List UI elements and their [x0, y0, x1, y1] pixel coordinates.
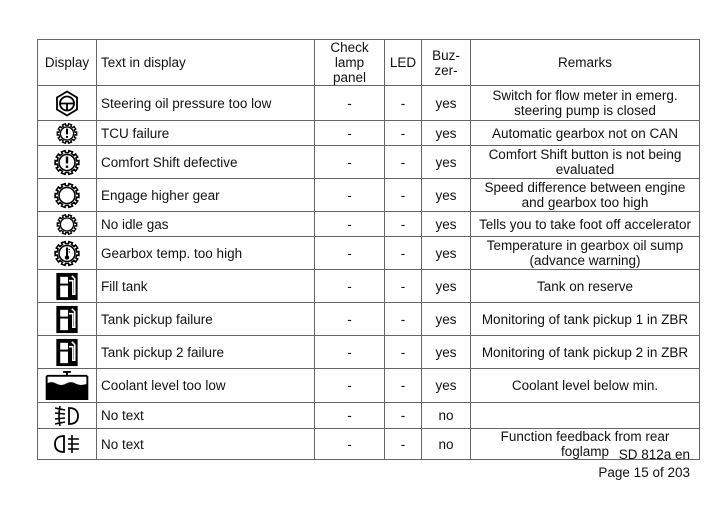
table-row	[38, 212, 700, 237]
row-remark: Function feedback from rear foglamp	[471, 429, 700, 460]
row-buzzer: yes	[422, 336, 471, 369]
row-text: Tank pickup 2 failure	[97, 336, 315, 369]
gear-warning-icon	[38, 121, 97, 146]
row-led: -	[385, 429, 422, 460]
row-text: No text	[97, 429, 315, 460]
row-remark: Temperature in gearbox oil sump (advance warning)	[471, 237, 700, 270]
row-led: -	[385, 121, 422, 146]
row-buzzer: yes	[422, 212, 471, 237]
table-row	[38, 403, 700, 429]
row-buzzer: no	[422, 429, 471, 460]
row-remark	[471, 403, 700, 429]
header-display: Display	[38, 40, 97, 86]
row-check: -	[315, 270, 385, 303]
table-row	[38, 121, 700, 146]
row-buzzer: no	[422, 403, 471, 429]
row-text: Coolant level too low	[97, 369, 315, 403]
fuel-pump-icon	[38, 303, 97, 336]
gear-warning-icon	[38, 146, 97, 179]
row-led: -	[385, 179, 422, 212]
row-check: -	[315, 212, 385, 237]
row-led: -	[385, 303, 422, 336]
table-row	[38, 237, 700, 270]
table-row	[38, 86, 700, 121]
row-led: -	[385, 146, 422, 179]
row-buzzer: yes	[422, 179, 471, 212]
header-remarks: Remarks	[471, 40, 700, 86]
steering-oil-icon	[38, 86, 97, 121]
row-check: -	[315, 369, 385, 403]
row-remark: Monitoring of tank pickup 2 in ZBR	[471, 336, 700, 369]
row-remark: Switch for flow meter in emerg. steering pump is closed	[471, 86, 700, 121]
gear-empty-icon	[38, 212, 97, 237]
row-check: -	[315, 336, 385, 369]
row-remark: Coolant level below min.	[471, 369, 700, 403]
row-text: TCU failure	[97, 121, 315, 146]
table-row	[38, 146, 700, 179]
row-check: -	[315, 86, 385, 121]
fuel-pump-icon	[38, 336, 97, 369]
front-fog-lamp-icon	[38, 403, 97, 429]
coolant-level-icon	[38, 369, 97, 403]
row-text: Engage higher gear	[97, 179, 315, 212]
row-check: -	[315, 237, 385, 270]
row-led: -	[385, 336, 422, 369]
row-text: No text	[97, 403, 315, 429]
table-row	[38, 179, 700, 212]
header-check: Check lamp panel	[315, 40, 385, 86]
table-row	[38, 303, 700, 336]
row-remark: Automatic gearbox not on CAN	[471, 121, 700, 146]
page-number: Page 15 of 203	[598, 465, 690, 480]
row-led: -	[385, 237, 422, 270]
row-remark: Tells you to take foot off accelerator	[471, 212, 700, 237]
warning-table	[37, 39, 700, 460]
row-buzzer: yes	[422, 369, 471, 403]
row-check: -	[315, 403, 385, 429]
row-check: -	[315, 146, 385, 179]
row-remark: Tank on reserve	[471, 270, 700, 303]
row-text: Comfort Shift defective	[97, 146, 315, 179]
row-remark: Speed difference between engine and gearbox too high	[471, 179, 700, 212]
row-led: -	[385, 212, 422, 237]
row-led: -	[385, 369, 422, 403]
fuel-pump-icon	[38, 270, 97, 303]
row-buzzer: yes	[422, 121, 471, 146]
gear-thermometer-icon	[38, 237, 97, 270]
row-remark: Monitoring of tank pickup 1 in ZBR	[471, 303, 700, 336]
row-text: Steering oil pressure too low	[97, 86, 315, 121]
row-check: -	[315, 429, 385, 460]
table-row	[38, 369, 700, 403]
doc-id: SD 812a en	[618, 447, 690, 462]
row-buzzer: yes	[422, 86, 471, 121]
row-buzzer: yes	[422, 270, 471, 303]
row-led: -	[385, 270, 422, 303]
header-buzzer: Buz-zer-	[422, 40, 471, 86]
row-check: -	[315, 121, 385, 146]
row-buzzer: yes	[422, 303, 471, 336]
row-text: Tank pickup failure	[97, 303, 315, 336]
gear-empty-icon	[38, 179, 97, 212]
table-row	[38, 336, 700, 369]
row-text: Fill tank	[97, 270, 315, 303]
row-led: -	[385, 86, 422, 121]
table-row	[38, 429, 700, 460]
header-text: Text in display	[97, 40, 315, 86]
row-remark: Comfort Shift button is not being evaluated	[471, 146, 700, 179]
header-row	[38, 40, 700, 86]
row-check: -	[315, 179, 385, 212]
header-led: LED	[385, 40, 422, 86]
table-row	[38, 270, 700, 303]
row-buzzer: yes	[422, 146, 471, 179]
rear-fog-lamp-icon	[38, 429, 97, 460]
row-text: Gearbox temp. too high	[97, 237, 315, 270]
row-led: -	[385, 403, 422, 429]
row-buzzer: yes	[422, 237, 471, 270]
row-check: -	[315, 303, 385, 336]
row-text: No idle gas	[97, 212, 315, 237]
